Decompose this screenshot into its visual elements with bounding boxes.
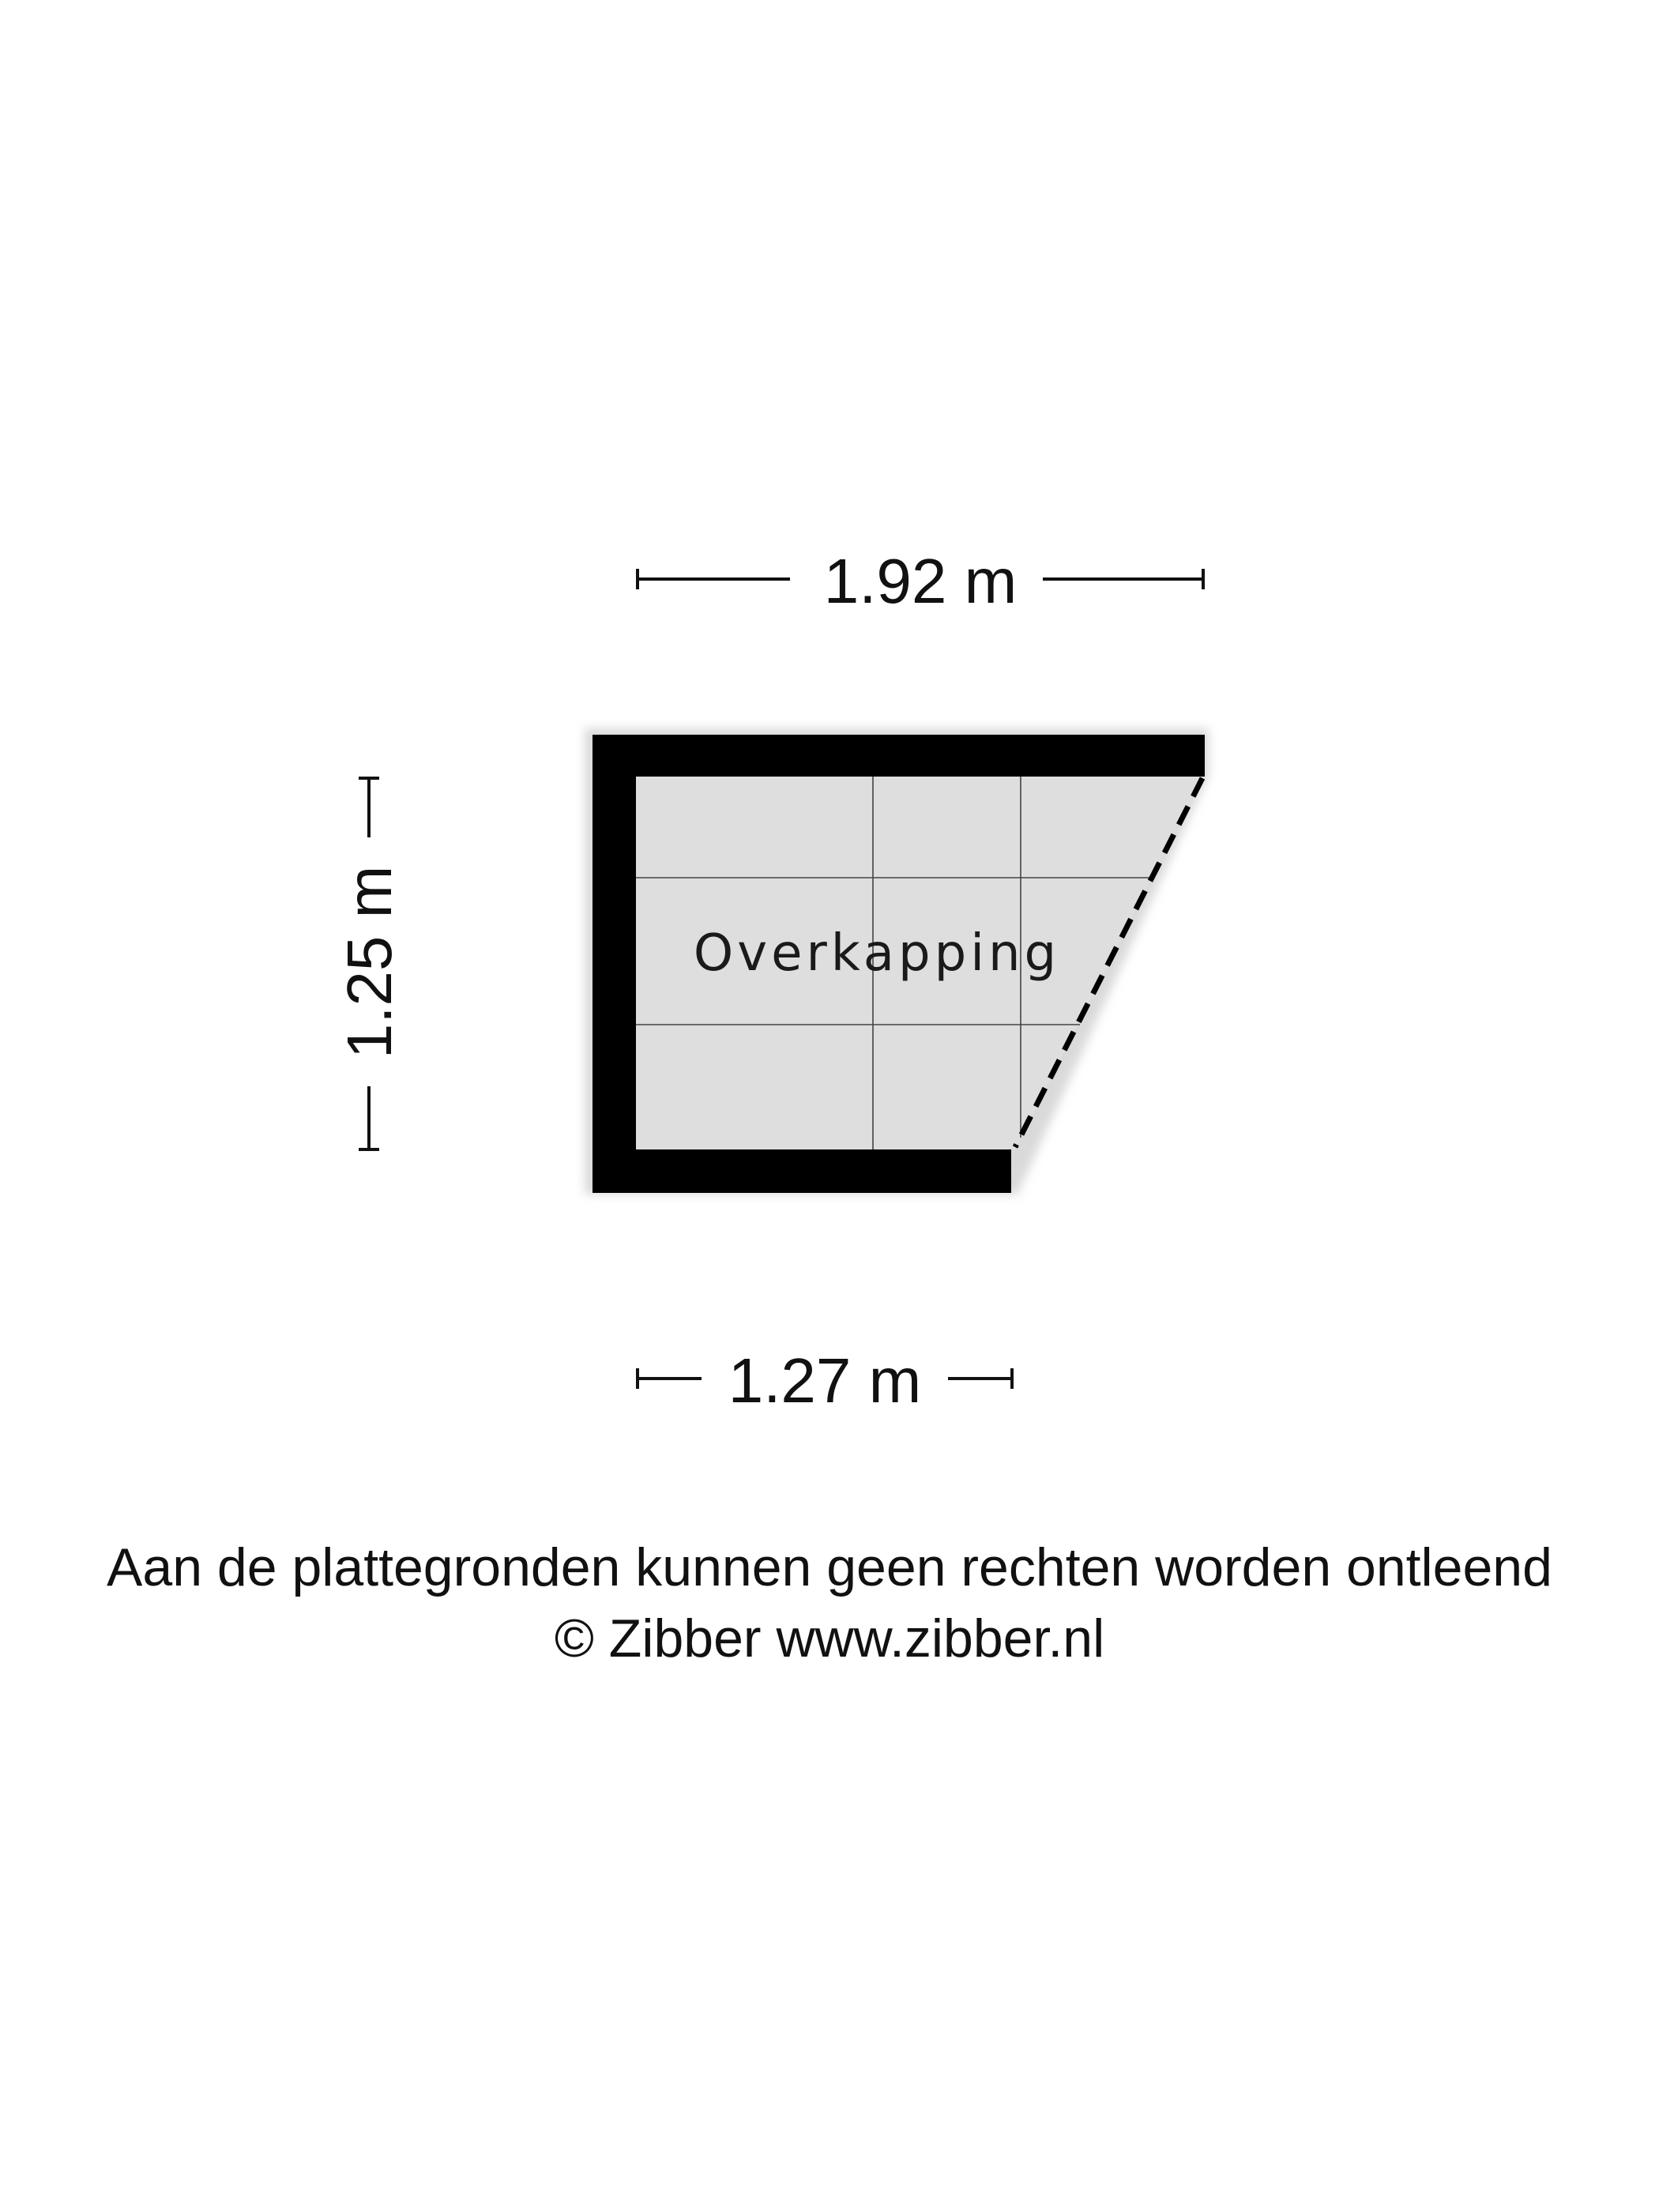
dimension-bottom — [636, 1345, 1014, 1416]
dimension-left-label: 1.25 m — [334, 865, 404, 1059]
wall-bottom — [592, 1149, 1011, 1193]
room-overkapping — [585, 728, 1209, 1194]
wall-left — [592, 735, 636, 1193]
wall-top — [592, 735, 1205, 777]
dimension-left — [334, 778, 404, 1149]
dimension-top-label: 1.92 m — [823, 546, 1018, 616]
room-label: Overkapping — [693, 924, 1061, 983]
copyright-text: © Zibber www.zibber.nl — [554, 1608, 1105, 1668]
disclaimer-text: Aan de plattegronden kunnen geen rechten worden ontleend — [107, 1537, 1552, 1597]
dimension-top — [636, 546, 1205, 616]
dimension-bottom-label: 1.27 m — [728, 1345, 922, 1416]
